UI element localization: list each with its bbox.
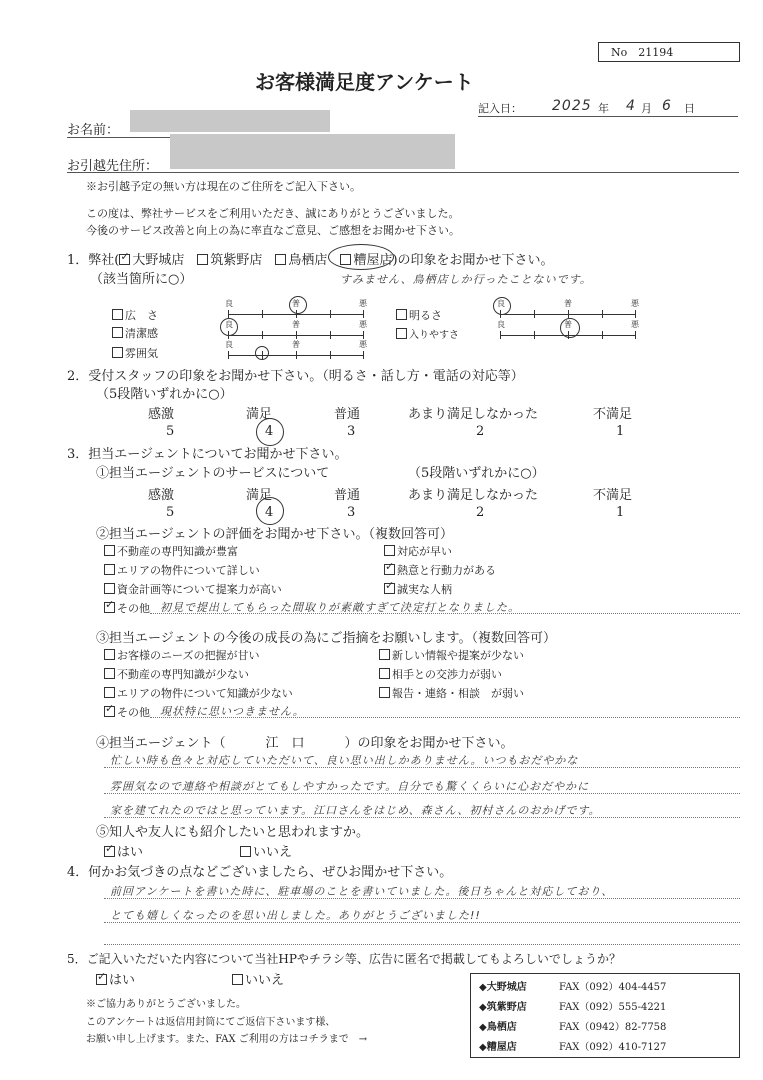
intro-line-1: この度は、弊社サービスをご利用いただき、誠にありがとうございました。 — [86, 207, 460, 220]
s3-other-checkbox[interactable] — [104, 706, 115, 717]
q3-label-5: 感激 — [148, 488, 175, 503]
s2-checkbox-2[interactable] — [104, 583, 115, 594]
q2-label-3: 普通 — [334, 407, 361, 422]
date-month: 4 — [626, 98, 636, 114]
q3-s3-title: ③担当エージェントの今後の成長の為にご指摘をお願いします。（複数回答可） — [96, 631, 556, 646]
q2-sub: （5段階いずれかに○） — [96, 387, 233, 402]
redacted-name — [130, 110, 330, 132]
q3-num-2[interactable]: 2 — [476, 505, 485, 520]
shop-row-kasuya: ◆糟屋店 FAX（092）410-7127 — [479, 1042, 667, 1053]
s3-checkbox-3[interactable] — [379, 649, 390, 660]
q1-sub: （該当箇所に○） — [90, 272, 193, 287]
name-label: お名前： — [67, 123, 120, 138]
q1-handwritten-note: すみません、鳥栖店しか行ったことないです。 — [340, 273, 592, 286]
s3-item-2: エリアの物件について知識が少ない — [104, 685, 293, 701]
store-tosu-checkbox[interactable] — [275, 254, 286, 265]
q3-label-3: 普通 — [334, 488, 361, 503]
scale-hirosa: 良 普 悪 — [228, 306, 364, 320]
address-label: お引越先住所： — [67, 159, 159, 174]
s3-other-handwritten: 現状特に思いつきません。 — [160, 705, 305, 718]
store-tosu-circle — [328, 244, 394, 270]
shop-row-ono: ◆大野城店 FAX（092）404-4457 — [479, 982, 667, 993]
s3-item-3: 新しい情報や提案が少ない — [379, 647, 524, 663]
s2-item-2: 資金計画等について提案力が高い — [104, 581, 282, 597]
q1-title: 1．弊社(✓ 大野城店 筑紫野店 鳥栖店 糟屋店)の印象をお聞かせ下さい。 — [67, 249, 554, 268]
s5-yes-checkbox[interactable] — [104, 846, 115, 857]
s3-item-0: お客様のニーズの把握が甘い — [104, 647, 259, 663]
s2-item-1: エリアの物件について詳しい — [104, 562, 260, 578]
q5-yes: ✓はい — [96, 969, 135, 988]
q3-num-5[interactable]: 5 — [166, 505, 175, 520]
document-number: No 21194 — [611, 46, 674, 59]
q2-label-5: 感激 — [148, 407, 175, 422]
scale-seiketsu: 良 普 悪 — [228, 327, 364, 341]
s3-checkbox-0[interactable] — [104, 649, 115, 660]
redacted-address — [170, 134, 455, 169]
q3-title: 3．担当エージェントについてお聞かせ下さい。 — [67, 447, 348, 462]
s2-checkbox-4[interactable] — [384, 564, 395, 575]
q3-num-4[interactable]: 4 — [265, 505, 274, 520]
q3-label-4: 満足 — [246, 488, 273, 503]
q2-num-4[interactable]: 4 — [265, 424, 274, 439]
q3-selected-mark — [256, 497, 284, 525]
hirosa-mark — [289, 296, 307, 314]
q3-num-3[interactable]: 3 — [347, 505, 356, 520]
q5-yes-checkbox[interactable] — [96, 974, 107, 985]
akarusa-checkbox[interactable] — [396, 309, 407, 320]
s2-item-4: ✓熱意と行動力がある — [384, 562, 496, 578]
item-seiketsu: 清潔感 — [112, 325, 158, 341]
footer-note-1: このアンケートは返信用封筒にてご返信下さいます様、 — [86, 1017, 336, 1028]
s3-checkbox-2[interactable] — [104, 687, 115, 698]
s2-checkbox-5[interactable] — [384, 583, 395, 594]
item-akarusa: 明るさ — [396, 307, 442, 323]
q2-num-5[interactable]: 5 — [166, 424, 175, 439]
s2-other-handwritten: 初見で提出してもらった間取りが素敵すぎて決定打となりました。 — [160, 601, 520, 614]
q2-label-2: あまり満足しなかった — [408, 407, 539, 422]
store-chikushino-checkbox[interactable] — [197, 254, 208, 265]
hirosa-checkbox[interactable] — [112, 309, 123, 320]
q4-handwritten-1: 前回アンケートを書いた時に、駐車場のことを書いていました。後日ちゃんと対応しており、 — [110, 885, 614, 898]
q4-handwritten-2: とても嬉しくなったのを思い出しました。ありがとうございました!! — [110, 909, 481, 922]
q2-label-4: 満足 — [246, 407, 273, 422]
date-day: 6 — [662, 98, 672, 114]
q3-label-2: あまり満足しなかった — [408, 488, 539, 503]
s3-checkbox-4[interactable] — [379, 668, 390, 679]
date-year: 2025 — [552, 98, 592, 114]
date-day-unit: 日 — [684, 102, 695, 115]
q3-num-1[interactable]: 1 — [616, 505, 625, 520]
item-funiki: 雰囲気 — [112, 345, 158, 361]
address-note: ※お引越予定の無い方は現在のご住所をご記入下さい。 — [86, 180, 361, 193]
s2-item-5: ✓誠実な人柄 — [384, 581, 452, 597]
s3-other: ✓その他 — [104, 704, 150, 720]
date-month-unit: 月 — [641, 102, 652, 115]
s5-yes: ✓はい — [104, 841, 143, 860]
q2-label-1: 不満足 — [593, 407, 633, 422]
funiki-mark — [255, 346, 269, 360]
s5-no-checkbox[interactable] — [240, 846, 251, 857]
q3-s2-title: ②担当エージェントの評価をお聞かせ下さい。（複数回答可） — [96, 527, 453, 542]
q2-selected-mark — [256, 418, 284, 446]
scale-hairiyasusa: 良 普 悪 — [500, 327, 636, 341]
q3-s5-title: ⑤知人や友人にも紹介したいと思われますか。 — [96, 825, 370, 840]
q3-s1-sub: （5段階いずれかに○） — [408, 466, 545, 481]
s2-checkbox-3[interactable] — [384, 545, 395, 556]
s2-checkbox-0[interactable] — [104, 545, 115, 556]
s3-item-5: 報告・連絡・相談 が弱い — [379, 685, 524, 701]
shop-row-chikushino: ◆筑紫野店 FAX（092）555-4221 — [479, 1002, 667, 1013]
q5-no-checkbox[interactable] — [232, 974, 243, 985]
s4-handwritten-2: 雰囲気なので連絡や相談がとてもしやすかったです。自分でも驚くくらいに心おだやかに — [110, 780, 590, 793]
footer-thanks: ※ご協力ありがとうございました。 — [86, 999, 246, 1010]
q2-num-1[interactable]: 1 — [616, 424, 625, 439]
seiketsu-mark — [220, 318, 238, 336]
s3-checkbox-1[interactable] — [104, 668, 115, 679]
s4-handwritten-1: 忙しい時も色々と対応していただいて、良い思い出しかありません。いつもおだやかな — [110, 754, 579, 767]
scale-funiki: 良 普 悪 — [228, 347, 364, 361]
seiketsu-checkbox[interactable] — [112, 327, 123, 338]
item-hairiyasusa: 入りやすさ — [396, 326, 459, 341]
s4-handwritten-3: 家を建てれたのではと思っています。江口さんをはじめ、森さん、初村さんのおかげです。 — [110, 804, 601, 817]
s2-other: ✓その他 — [104, 600, 150, 616]
q5-no: いいえ — [232, 969, 284, 988]
date-label: 記入日： — [478, 102, 522, 115]
s2-item-3: 対応が早い — [384, 543, 452, 559]
funiki-checkbox[interactable] — [112, 347, 123, 358]
s2-other-checkbox[interactable] — [104, 602, 115, 613]
s3-checkbox-5[interactable] — [379, 687, 390, 698]
hairiyasusa-checkbox[interactable] — [396, 328, 407, 339]
s2-checkbox-1[interactable] — [104, 564, 115, 575]
s3-item-1: 不動産の専門知識が少ない — [104, 666, 249, 682]
q2-num-3[interactable]: 3 — [347, 424, 356, 439]
q2-num-2[interactable]: 2 — [476, 424, 485, 439]
date-year-unit: 年 — [598, 102, 609, 115]
q3-s4-title: ④担当エージェント（ 江 口 ）の印象をお聞かせ下さい。 — [96, 736, 514, 751]
shop-fax-box — [470, 973, 740, 1058]
s3-item-4: 相手との交渉力が弱い — [379, 666, 502, 682]
item-hirosa: 広 さ — [112, 307, 158, 323]
akarusa-mark — [493, 297, 511, 315]
page-title: お客様満足度アンケート — [255, 70, 474, 94]
s5-no: いいえ — [240, 841, 292, 860]
arrow-right-icon: → — [358, 1034, 368, 1045]
q3-label-1: 不満足 — [593, 488, 633, 503]
shop-row-tosu: ◆鳥栖店 FAX（0942）82-7758 — [479, 1022, 667, 1033]
scale-akarusa: 良 普 悪 — [500, 306, 636, 320]
intro-line-2: 今後のサービス改善と向上の為に率直なご意見、ご感想をお聞かせ下さい。 — [86, 224, 460, 237]
q5-title: 5．ご記入いただいた内容について当社HPやチラシ等、広告に匿名で掲載してもよろしいでしょうか？ — [67, 952, 621, 966]
q4-title: 4．何かお気づきの点などございましたら、ぜひお聞かせ下さい。 — [67, 865, 453, 880]
store-ono-checkbox[interactable] — [119, 254, 130, 265]
q2-title: 2．受付スタッフの印象をお聞かせ下さい。（明るさ・話し方・電話の対応等） — [67, 369, 524, 384]
hairiyasusa-mark — [560, 318, 580, 338]
s2-item-0: 不動産の専門知識が豊富 — [104, 543, 238, 559]
footer-note-2: お願い申し上げます。また、FAX ご利用の方はコチラまで → — [86, 1034, 368, 1045]
q3-s1-title: ①担当エージェントのサービスについて — [96, 466, 330, 481]
